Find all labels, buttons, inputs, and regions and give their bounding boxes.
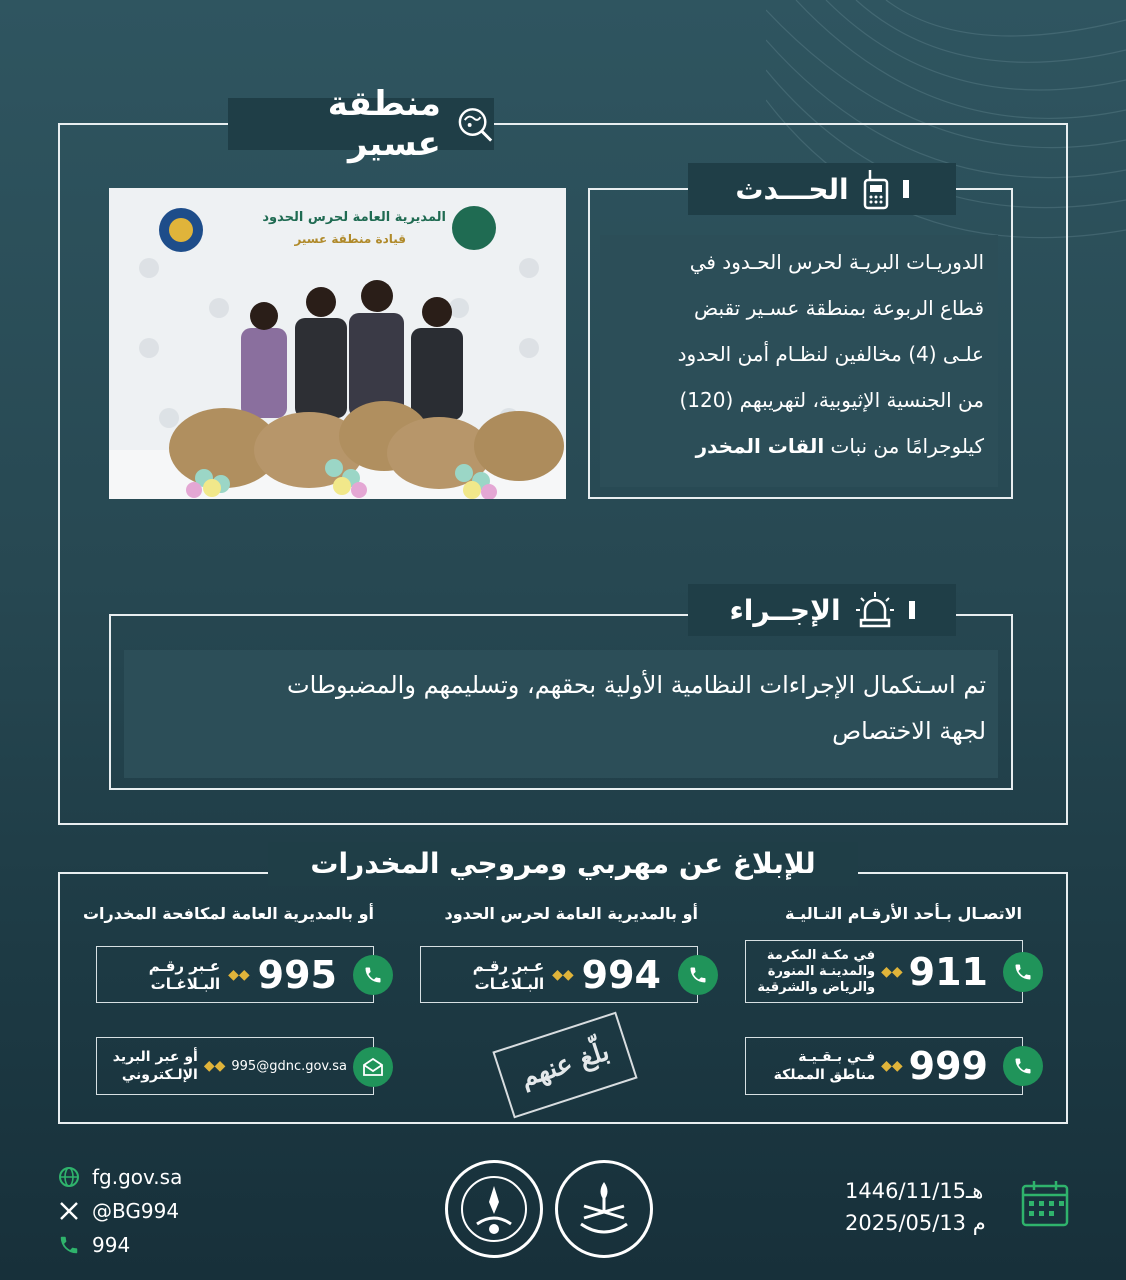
email-label	[113, 1048, 198, 1084]
hotline-994-number[interactable]: 994	[581, 952, 661, 997]
phone-text: 994	[92, 1233, 131, 1257]
hotline-911-line-3: والرياض والشرقية	[757, 979, 876, 995]
footer-contacts	[58, 1160, 182, 1262]
hotline-994-line-2: البـلاغـات	[474, 974, 545, 993]
diamond-icon: ◆◆	[552, 966, 574, 983]
event-line-5-bold: القات المخدر	[695, 434, 825, 458]
hotline-911-line-1: في مكـة المكرمة	[766, 947, 876, 963]
siren-icon	[855, 590, 895, 630]
email-icon[interactable]	[353, 1047, 393, 1087]
event-line-1: الدوريـات البريـة لحرس الحـدود في	[689, 250, 984, 274]
event-line-4: من الجنسية الإثيوبية، لتهريبهم (120)	[679, 388, 984, 412]
hotline-911-line-2: والمدينـة المنورة	[767, 963, 876, 979]
action-tag	[688, 584, 956, 636]
hotline-995-number[interactable]: 995	[257, 952, 337, 997]
hotline-994-label	[473, 957, 544, 993]
email-address[interactable]: 995@gdnc.gov.sa	[231, 1058, 347, 1074]
action-line-2: لجهة الاختصاص	[832, 717, 986, 745]
border-guard-seal	[445, 1160, 543, 1258]
x-handle-text: @BG994	[92, 1199, 180, 1223]
action-panel	[124, 650, 998, 778]
arrest-photo	[109, 188, 566, 499]
hotline-911-regions	[757, 948, 875, 996]
col-mid-header: أو بالمديرية العامة لحرس الحدود	[444, 904, 698, 923]
email-line-1: أو عبر البريد	[112, 1049, 198, 1065]
action-line-1: تم اسـتكمال الإجراءات النظامية الأولية بحقهم، وتسليمهم والمضبوطات	[287, 671, 986, 699]
website-row[interactable]	[58, 1160, 182, 1194]
hotline-999-line-1: فـي بـقـيـة	[798, 1049, 876, 1065]
tag-bar	[903, 180, 909, 198]
phone-icon[interactable]	[1003, 952, 1043, 992]
ministry-seal	[555, 1160, 653, 1258]
event-title: الحـــدث	[735, 172, 849, 206]
diamond-icon: ◆◆	[228, 966, 250, 983]
col-right-header: الاتصـال بـأحد الأرقـام التـاليـة	[785, 904, 1022, 923]
event-line-3: علـى (4) مخالفين لنظـام أمن الحدود	[677, 342, 984, 366]
email-line-2: الإلـكتروني	[121, 1067, 198, 1083]
hotline-995-line-1: عـبر رقـم	[148, 956, 221, 975]
col-left-header: أو بالمديرية العامة لمكافحة المخدرات	[82, 904, 374, 923]
x-logo-icon	[58, 1200, 80, 1222]
photo-org-sub: قيادة منطقة عسير	[294, 232, 406, 246]
tag-bar	[909, 601, 915, 619]
hotline-999-card	[745, 1037, 1023, 1095]
action-title: الإجــراء	[729, 593, 841, 627]
diamond-icon: ◆◆	[881, 1058, 903, 1074]
phone-icon[interactable]	[353, 955, 393, 995]
diamond-icon: ◆◆	[881, 963, 903, 980]
hotline-911-number[interactable]: 911	[908, 949, 988, 994]
calendar-icon	[1020, 1178, 1070, 1228]
diamond-icon: ◆◆	[203, 1058, 226, 1074]
date-gregorian: 2025/05/13 م	[845, 1211, 986, 1235]
phone-icon	[58, 1234, 80, 1256]
region-tag	[228, 84, 494, 164]
event-line-5-prefix: كيلوجرامًا من نبات	[824, 434, 984, 458]
event-line-2: قطاع الربوعة بمنطقة عسـير تقبض	[694, 296, 984, 320]
hotline-999-number[interactable]: 999	[908, 1044, 988, 1088]
x-row[interactable]	[58, 1194, 182, 1228]
radio-icon	[863, 168, 889, 210]
date-hijri: 1446/11/15هـ	[845, 1179, 984, 1203]
hotline-911-card	[745, 940, 1023, 1003]
region-title: منطقة عسير	[327, 84, 441, 164]
event-tag	[688, 163, 956, 215]
hotline-994-card	[420, 946, 698, 1003]
date-block	[845, 1175, 986, 1239]
event-line-5	[608, 423, 984, 469]
hotline-995-line-2: البـلاغـات	[150, 974, 221, 993]
hotline-999-line-2: مناطق المملكة	[773, 1067, 876, 1083]
hotline-995-label	[149, 957, 220, 993]
email-card	[96, 1037, 374, 1095]
hotline-994-line-1: عـبر رقـم	[472, 956, 545, 975]
report-title: للإبلاغ عن مهربي ومروجي المخدرات	[310, 847, 816, 880]
phone-row[interactable]	[58, 1228, 182, 1262]
website-text: fg.gov.sa	[92, 1165, 183, 1189]
phone-icon[interactable]	[1003, 1046, 1043, 1086]
hotline-999-regions	[774, 1048, 876, 1084]
globe-icon	[58, 1166, 80, 1188]
phone-icon[interactable]	[678, 955, 718, 995]
stamp-text: بلّغ عنهم	[516, 1036, 614, 1094]
event-panel	[600, 235, 998, 487]
hotline-995-card	[96, 946, 374, 1003]
magnifier-map-icon	[455, 104, 494, 144]
photo-org-name: المديرية العامة لحرس الحدود	[262, 210, 446, 225]
